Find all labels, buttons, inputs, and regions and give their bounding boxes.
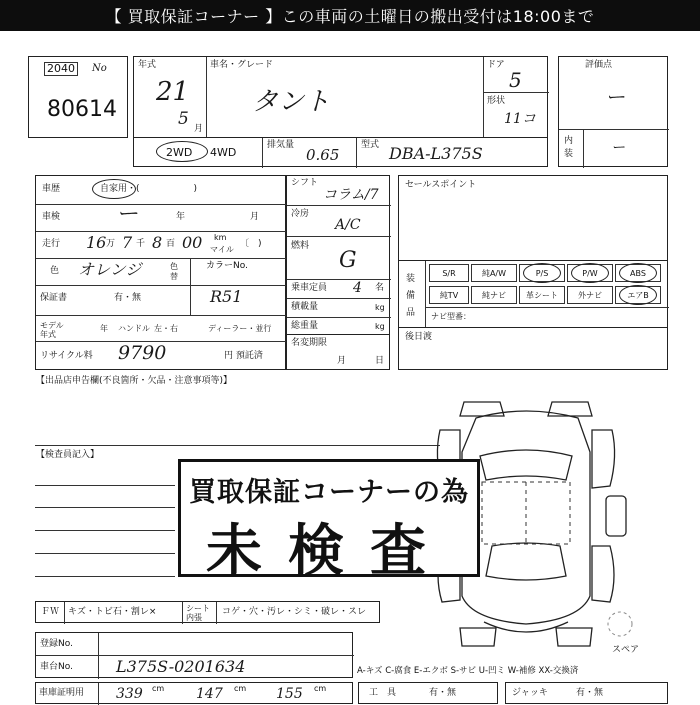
jack-box — [505, 682, 668, 704]
model-label: 型式 — [361, 140, 380, 150]
equipment-label: 装備品 — [406, 274, 416, 318]
chassis-value: L375S-0201634 — [116, 657, 246, 676]
month-value: 5 — [178, 109, 189, 129]
inspection-year-unit: 年 — [176, 212, 186, 222]
notes-label: 後日渡 — [405, 332, 433, 342]
shift-value: コラム/7 — [323, 187, 379, 203]
spec-block-middle — [286, 175, 390, 335]
equip-alloy: 純A/W — [471, 264, 517, 282]
equip-sr: S/R — [429, 264, 469, 282]
spare-label: スペア — [612, 645, 640, 655]
name-change-month: 月 — [337, 356, 347, 366]
tools-label: 工 具 — [369, 688, 397, 698]
mileage-label: 走行 — [42, 239, 61, 249]
garage-cert-v1: 339 — [116, 686, 143, 702]
shift-label: シフト — [291, 178, 319, 188]
registration-label: 登録No. — [40, 639, 73, 649]
spare-tire-icon — [608, 612, 632, 636]
model-value: DBA-L375S — [389, 144, 483, 163]
color-label: 色 — [50, 266, 60, 276]
load-unit: kg — [375, 303, 385, 312]
mileage-tail: 00 — [182, 233, 203, 252]
seat-text: コゲ・穴・汚レ・シミ・破レ・スレ — [222, 607, 367, 617]
inspection-month-unit: 月 — [250, 212, 260, 222]
rear-right-wheel-icon — [556, 628, 592, 646]
dealer-report-label: 【出品店申告欄(不良箇所・欠品・注意事項等)】 — [36, 376, 233, 386]
interior-label: 内装 — [564, 136, 574, 159]
fw-label: ＦＷ — [41, 607, 60, 617]
displacement-label: 排気量 — [267, 140, 295, 150]
history-label: 車歴 — [42, 184, 61, 194]
interior-value: ー — [611, 140, 625, 156]
name-change-label: 名変期限 — [291, 338, 328, 348]
seats-value: 4 — [353, 280, 362, 296]
vehicle-header-box — [133, 56, 548, 138]
lot-no-label: No — [92, 63, 107, 74]
drive-2wd: 2WD — [166, 146, 193, 159]
chassis-label: 車台No. — [40, 662, 73, 672]
equip-pw-circle — [571, 263, 609, 283]
fw-row — [35, 601, 380, 623]
equip-abs-circle — [619, 263, 657, 283]
equip-ps-circle — [523, 263, 561, 283]
recycle-label: リサイクル料 — [40, 351, 93, 361]
mileage-hyaku: 8 — [152, 233, 163, 252]
gross-unit: kg — [375, 322, 385, 331]
lot-tag: 2040 — [44, 62, 78, 76]
tools-box — [358, 682, 498, 704]
mileage-km-unit: km — [214, 233, 227, 242]
equip-abs: ABS — [615, 264, 661, 282]
equip-ext-navi: 外ナビ — [567, 286, 613, 304]
lot-number: 80614 — [47, 97, 117, 122]
navi-model-label: ナビ型番： — [431, 312, 471, 321]
drive-row — [133, 137, 548, 167]
year-label: 年式 — [138, 60, 157, 70]
equip-navi: 純ナビ — [471, 286, 517, 304]
equip-leather: 革シート — [519, 286, 565, 304]
stamp-line2: 未検査 — [206, 519, 452, 584]
equip-tv: 純TV — [429, 286, 469, 304]
garage-cert-unit1: cm — [152, 684, 165, 693]
seat-label: シート内張 — [186, 604, 210, 622]
color-code-label: カラーNo. — [206, 261, 248, 271]
inspector-label: 【検査員記入】 — [36, 450, 100, 460]
stamp-line1: 買取保証コーナーの為 — [189, 477, 469, 508]
garage-cert-label: 車庫証明用 — [39, 688, 85, 698]
name-label: 車名・グレード — [210, 60, 274, 70]
mileage-tail-mark: 〔 ) — [240, 239, 262, 249]
garage-cert-v3: 155 — [276, 686, 303, 702]
shape-value: 11コ — [504, 111, 536, 127]
registration-box — [35, 632, 353, 678]
lot-box — [28, 56, 128, 138]
equip-airbag: エアB — [615, 286, 661, 304]
warranty-label: 保証書 — [40, 293, 68, 303]
sales-point-box — [398, 175, 668, 261]
notes-box — [398, 327, 668, 370]
recycle-value: 9790 — [118, 342, 167, 364]
seats-unit: 名 — [375, 283, 385, 293]
inspection-label: 車検 — [42, 212, 61, 222]
ac-value: A/C — [335, 217, 361, 233]
month-unit: 月 — [194, 124, 204, 134]
name-change-day: 日 — [375, 356, 385, 366]
fuel-value: G — [339, 248, 357, 273]
model-year-label: モデル年式 — [40, 321, 64, 339]
tools-options: 有・無 — [429, 688, 457, 698]
header-banner: 【 買取保証コーナー 】この車両の土曜日の搬出受付は18:00まで — [0, 0, 700, 31]
garage-cert-box — [35, 682, 353, 704]
mileage-mile-unit: マイル — [210, 245, 234, 254]
load-label: 積載量 — [291, 302, 319, 312]
mileage-man-unit: 万 — [106, 239, 116, 249]
mileage-hyaku-unit: 百 — [166, 239, 176, 249]
garage-cert-unit2: cm — [234, 684, 247, 693]
dealer-label: ディーラー・並行 — [208, 324, 272, 333]
uninspected-stamp — [178, 459, 480, 584]
warranty-options: 有・無 — [114, 293, 142, 303]
evaluation-score: ー — [605, 85, 625, 109]
ac-label: 冷房 — [291, 209, 310, 219]
front-right-wheel-icon — [548, 402, 592, 416]
evaluation-box — [558, 56, 668, 167]
name-change-box — [286, 334, 390, 370]
equipment-box — [398, 260, 668, 328]
year-value: 21 — [156, 77, 190, 107]
name-value: タント — [252, 87, 331, 117]
spec-block-left — [35, 175, 286, 370]
jack-label: ジャッキ — [512, 688, 548, 698]
drive-4wd: 4WD — [210, 146, 237, 159]
fw-text: キズ・トビ石・割レ× — [68, 607, 157, 617]
jack-options: 有・無 — [576, 688, 604, 698]
recycle-suffix: 円 預託済 — [224, 351, 263, 361]
mileage-sen: 7 — [122, 233, 133, 252]
history-options: 自家用・( ) — [100, 184, 198, 194]
equip-airbag-circle — [619, 285, 657, 305]
rear-left-wheel-icon — [460, 628, 496, 646]
model-year-unit: 年 — [100, 324, 108, 333]
displacement-value: 0.65 — [306, 146, 340, 164]
color-repaint-label: 色替 — [170, 262, 178, 281]
door-label: ドア — [487, 60, 505, 70]
garage-cert-unit3: cm — [314, 684, 327, 693]
damage-legend: A-キズ C-腐食 E-エクボ S-サビ U-凹ミ W-補修 XX-交換済 — [357, 666, 579, 676]
inspection-value: ー — [116, 202, 139, 227]
sales-point-label: セールスポイント — [405, 180, 477, 190]
color-value: オレンジ — [78, 260, 142, 279]
color-code-value: R51 — [210, 287, 243, 306]
equip-ps: P/S — [519, 264, 565, 282]
evaluation-label: 評価点 — [585, 60, 613, 70]
handle-label: ハンドル — [118, 324, 150, 333]
mileage-sen-unit: 千 — [136, 239, 146, 249]
mileage-man: 16 — [86, 233, 107, 252]
shape-label: 形状 — [487, 96, 506, 106]
equip-pw: P/W — [567, 264, 613, 282]
fuel-label: 燃料 — [291, 241, 310, 251]
handle-options: 左・右 — [154, 324, 178, 333]
seats-label: 乗車定員 — [291, 283, 328, 293]
gross-label: 総重量 — [291, 321, 319, 331]
garage-cert-v2: 147 — [196, 686, 223, 702]
door-value: 5 — [509, 68, 522, 92]
